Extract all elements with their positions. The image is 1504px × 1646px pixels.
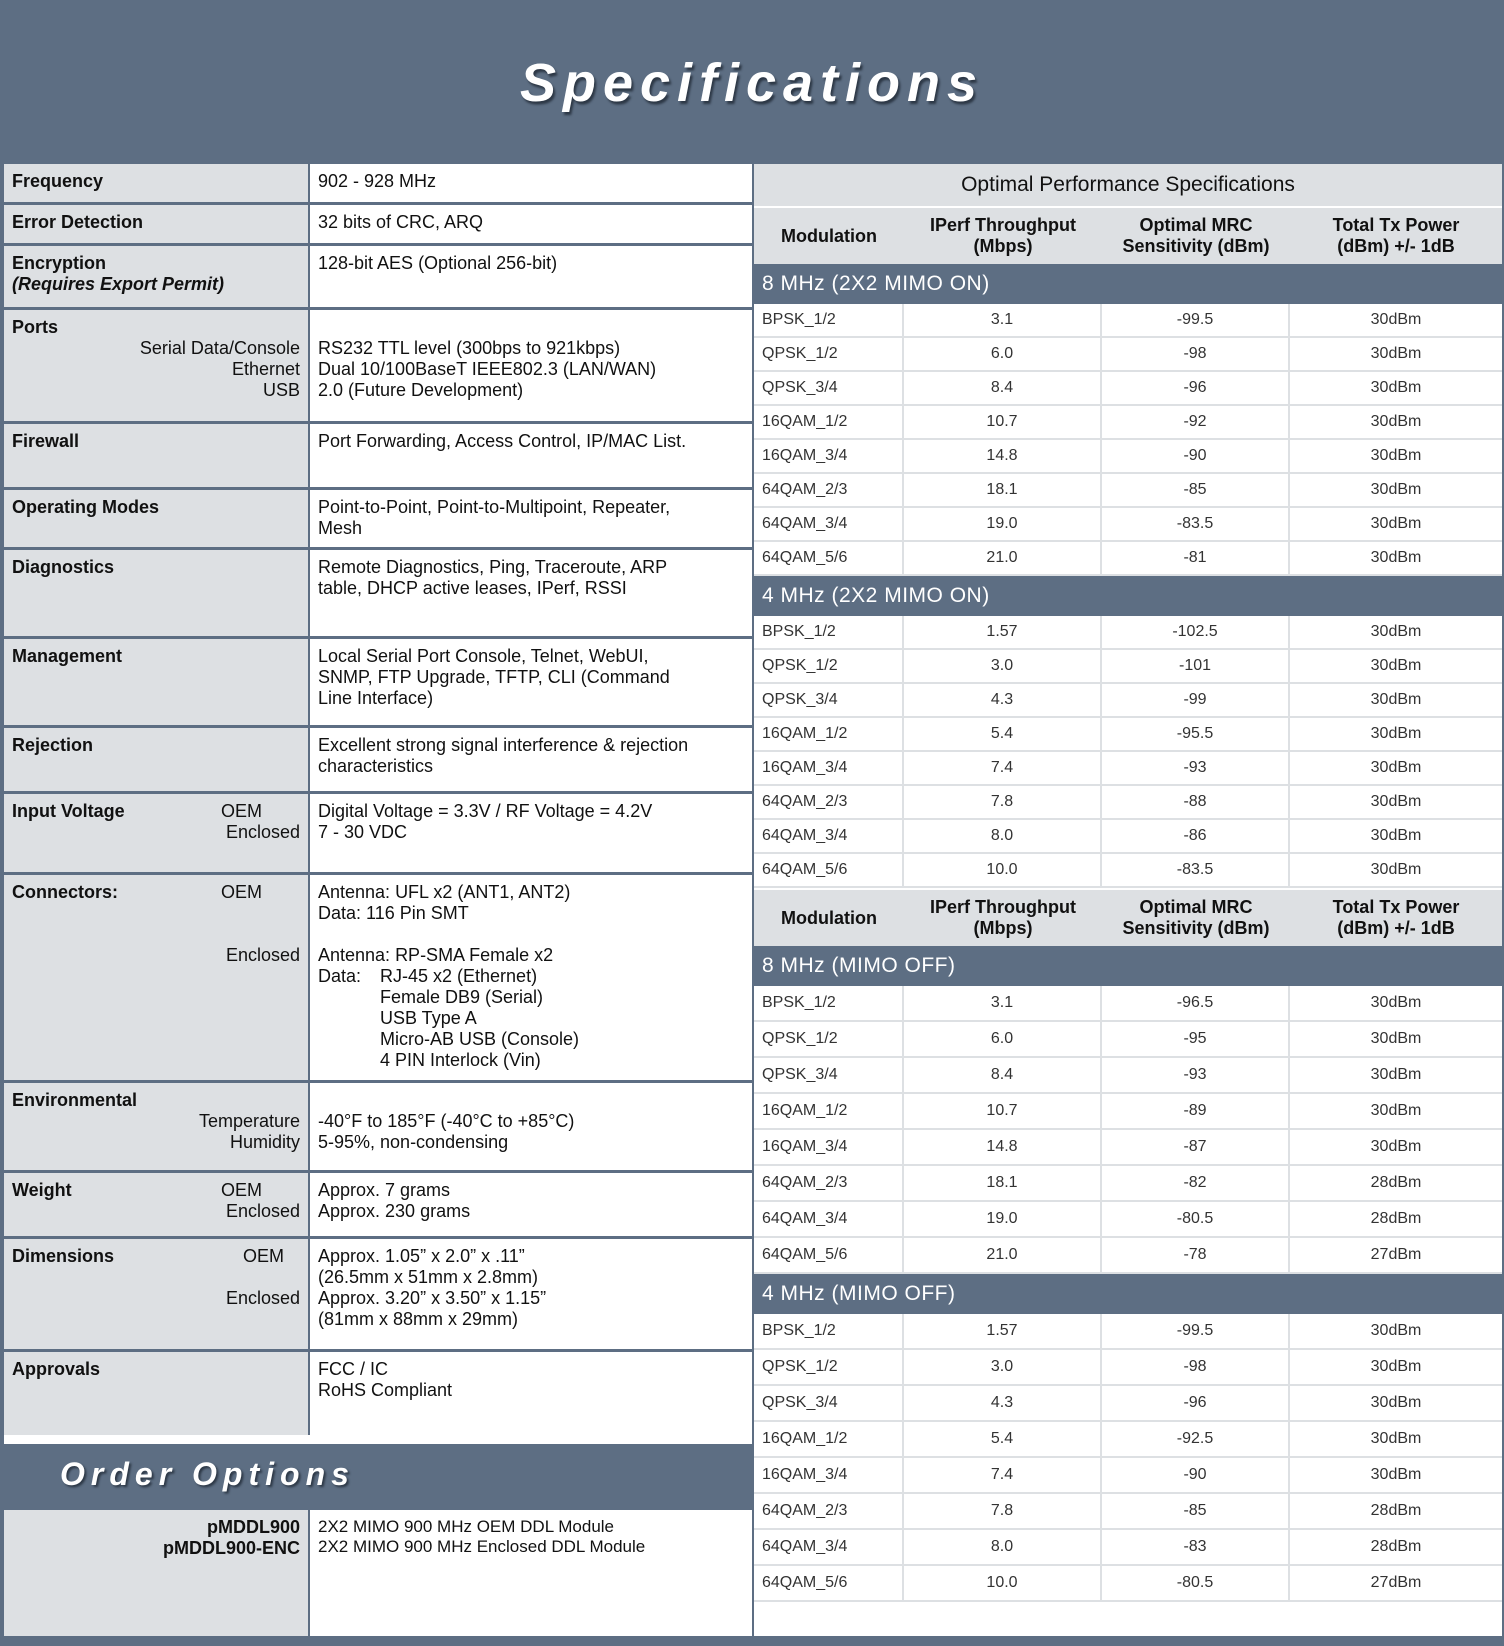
table-cell: 16QAM_1/2: [754, 406, 904, 438]
spec-row-management: [4, 639, 752, 728]
spec-sublabel: OEM: [220, 801, 262, 821]
table-cell: 64QAM_3/4: [754, 1530, 904, 1564]
spec-row-environmental: [4, 1083, 752, 1173]
table-cell: QPSK_3/4: [754, 1386, 904, 1420]
spec-value: table, DHCP active leases, IPerf, RSSI: [318, 578, 627, 598]
spec-label: Operating Modes: [12, 497, 160, 517]
performance-title: Optimal Performance Specifications: [754, 164, 1502, 206]
spec-value: Antenna: UFL x2 (ANT1, ANT2): [318, 882, 571, 902]
spec-sublabel: Ethernet: [231, 359, 300, 379]
table-cell: -85: [1102, 1494, 1290, 1528]
table-row: [754, 474, 1502, 508]
table-row: [754, 304, 1502, 338]
spec-sublabel: Enclosed: [225, 822, 300, 842]
spec-value: Dual 10/100BaseT IEEE802.3 (LAN/WAN): [318, 359, 657, 379]
table-row: [754, 1094, 1502, 1130]
spec-value: RoHS Compliant: [318, 1380, 453, 1400]
spec-row-error-detection: [4, 205, 752, 246]
table-cell: -83.5: [1102, 508, 1290, 540]
table-cell: 30dBm: [1370, 413, 1422, 430]
table-cell: 30dBm: [1370, 447, 1422, 464]
table-row: [754, 1386, 1502, 1422]
table-cell: 7.8: [904, 786, 1102, 818]
table-cell: 28dBm: [1370, 1174, 1422, 1191]
table-cell: 16QAM_1/2: [754, 1094, 904, 1128]
spec-value: Excellent strong signal interference & rejection: [318, 735, 689, 755]
table-cell: 30dBm: [1370, 1466, 1422, 1483]
spec-value: 902 - 928 MHz: [318, 171, 437, 191]
table-row: [754, 1166, 1502, 1202]
table-cell: 5.4: [904, 718, 1102, 750]
spec-table: [4, 164, 752, 1444]
table-cell: 8.4: [904, 372, 1102, 404]
spec-row-frequency: [4, 164, 752, 205]
column-header: [1290, 890, 1502, 946]
column-header: [904, 208, 1102, 264]
spec-label: Connectors:: [12, 882, 119, 902]
table-cell: 30dBm: [1370, 1322, 1422, 1339]
spec-sublabel: Serial Data/Console: [139, 338, 300, 358]
table-cell: -81: [1102, 542, 1290, 574]
table-cell: 30dBm: [1370, 481, 1422, 498]
spec-label: Frequency: [12, 171, 104, 191]
spec-value: (26.5mm x 51mm x 2.8mm): [318, 1267, 539, 1287]
table-cell: 27dBm: [1370, 1246, 1422, 1263]
spec-value: Local Serial Port Console, Telnet, WebUI,: [318, 646, 649, 666]
table-cell: 64QAM_5/6: [754, 854, 904, 886]
column-header-line: Sensitivity (dBm): [1122, 918, 1270, 938]
table-cell: 30dBm: [1370, 657, 1422, 674]
spec-value: Approx. 3.20” x 3.50” x 1.15”: [318, 1288, 547, 1308]
table-cell: 16QAM_3/4: [754, 440, 904, 472]
table-cell: 10.0: [904, 1566, 1102, 1600]
table-cell: 3.1: [904, 304, 1102, 336]
spec-sublabel: OEM: [242, 1246, 284, 1266]
spec-value: Antenna: RP-SMA Female x2: [318, 945, 554, 965]
spec-sublabel: Temperature: [198, 1111, 300, 1131]
table-cell: 28dBm: [1370, 1538, 1422, 1555]
table-row: [754, 338, 1502, 372]
column-header: [754, 208, 904, 264]
table-cell: -102.5: [1102, 616, 1290, 648]
spec-row-rejection: [4, 728, 752, 794]
table-cell: 64QAM_2/3: [754, 474, 904, 506]
table-row: [754, 372, 1502, 406]
table-cell: QPSK_1/2: [754, 1022, 904, 1056]
table-cell: BPSK_1/2: [754, 616, 904, 648]
spec-label: Weight: [12, 1180, 72, 1200]
spec-value: Line Interface): [318, 688, 434, 708]
table-cell: 19.0: [904, 1202, 1102, 1236]
table-cell: QPSK_1/2: [754, 650, 904, 682]
spec-value: Data: 116 Pin SMT: [318, 903, 469, 923]
performance-table: [754, 164, 1502, 1636]
table-row: [754, 1530, 1502, 1566]
table-cell: 8.4: [904, 1058, 1102, 1092]
table-cell: 64QAM_2/3: [754, 1166, 904, 1200]
spec-label: Rejection: [12, 735, 94, 755]
spec-value: Micro-AB USB (Console): [380, 1029, 580, 1049]
spec-label: Approvals: [12, 1359, 101, 1379]
table-cell: 64QAM_3/4: [754, 1202, 904, 1236]
table-cell: 30dBm: [1370, 725, 1422, 742]
table-cell: QPSK_3/4: [754, 372, 904, 404]
spec-value: 2.0 (Future Development): [318, 380, 524, 400]
table-row: [754, 786, 1502, 820]
table-cell: -101: [1102, 650, 1290, 682]
table-cell: QPSK_3/4: [754, 684, 904, 716]
table-cell: 7.4: [904, 1458, 1102, 1492]
table-cell: 8.0: [904, 820, 1102, 852]
table-cell: -78: [1102, 1238, 1290, 1272]
table-cell: 30dBm: [1370, 861, 1422, 878]
spec-row-encryption: [4, 246, 752, 310]
table-cell: -93: [1102, 1058, 1290, 1092]
spec-value: Data:: [318, 966, 362, 986]
table-cell: 16QAM_3/4: [754, 1130, 904, 1164]
table-cell: 64QAM_2/3: [754, 1494, 904, 1528]
table-cell: 64QAM_2/3: [754, 786, 904, 818]
table-cell: -93: [1102, 752, 1290, 784]
column-header-line: Optimal MRC: [1139, 897, 1253, 917]
spec-row-connectors: [4, 875, 752, 1083]
spec-row-approvals: [4, 1352, 752, 1435]
spec-value: 32 bits of CRC, ARQ: [318, 212, 484, 232]
table-cell: -87: [1102, 1130, 1290, 1164]
table-row: [754, 440, 1502, 474]
table-cell: 16QAM_3/4: [754, 1458, 904, 1492]
table-cell: 1.57: [904, 1314, 1102, 1348]
table-row: [754, 1350, 1502, 1386]
table-cell: 10.7: [904, 1094, 1102, 1128]
table-cell: 30dBm: [1370, 1066, 1422, 1083]
order-options-table: [4, 1510, 752, 1636]
table-row: [754, 752, 1502, 786]
table-cell: 28dBm: [1370, 1502, 1422, 1519]
table-row: [754, 542, 1502, 576]
performance-column-headers: [754, 888, 1502, 946]
order-options-title: Order Options: [60, 1456, 355, 1492]
spec-label: Management: [12, 646, 123, 666]
performance-section-title: 8 MHz (2X2 MIMO ON): [754, 264, 1502, 304]
spec-value: Remote Diagnostics, Ping, Traceroute, ARP: [318, 557, 668, 577]
table-row: [754, 508, 1502, 542]
spec-value: Digital Voltage = 3.3V / RF Voltage = 4.2V: [318, 801, 653, 821]
table-cell: 3.0: [904, 1350, 1102, 1384]
table-cell: 16QAM_3/4: [754, 752, 904, 784]
table-cell: 1.57: [904, 616, 1102, 648]
table-cell: 19.0: [904, 508, 1102, 540]
table-cell: 30dBm: [1370, 691, 1422, 708]
spec-value: -40°F to 185°F (-40°C to +85°C): [318, 1111, 575, 1131]
table-cell: 21.0: [904, 542, 1102, 574]
column-header-line: (Mbps): [973, 918, 1033, 938]
spec-value: FCC / IC: [318, 1359, 388, 1379]
table-row: [754, 1130, 1502, 1166]
table-row: [754, 1314, 1502, 1350]
table-cell: -83.5: [1102, 854, 1290, 886]
table-cell: 64QAM_5/6: [754, 542, 904, 574]
table-cell: 30dBm: [1370, 1138, 1422, 1155]
spec-label: Ports: [12, 317, 59, 337]
spec-row-input-voltage: [4, 794, 752, 875]
table-cell: 18.1: [904, 1166, 1102, 1200]
table-cell: 30dBm: [1370, 1030, 1422, 1047]
spec-value: RJ-45 x2 (Ethernet): [380, 966, 538, 986]
table-cell: QPSK_1/2: [754, 338, 904, 370]
table-cell: 16QAM_1/2: [754, 718, 904, 750]
table-cell: -86: [1102, 820, 1290, 852]
table-cell: 3.0: [904, 650, 1102, 682]
table-cell: -95.5: [1102, 718, 1290, 750]
table-cell: BPSK_1/2: [754, 986, 904, 1020]
table-row: [754, 684, 1502, 718]
table-cell: -95: [1102, 1022, 1290, 1056]
order-options-header: [0, 1444, 752, 1510]
table-cell: 64QAM_3/4: [754, 820, 904, 852]
spec-label: Input Voltage: [12, 801, 125, 821]
table-cell: QPSK_1/2: [754, 1350, 904, 1384]
column-header-line: Modulation: [781, 225, 877, 246]
table-cell: -90: [1102, 1458, 1290, 1492]
spec-note: (Requires Export Permit): [12, 274, 225, 294]
spec-value: USB Type A: [380, 1008, 477, 1028]
spec-value: characteristics: [318, 756, 434, 776]
table-cell: BPSK_1/2: [754, 1314, 904, 1348]
table-cell: 30dBm: [1370, 994, 1422, 1011]
table-cell: 30dBm: [1370, 1430, 1422, 1447]
table-cell: 6.0: [904, 1022, 1102, 1056]
order-part-number: pMDDL900-ENC: [162, 1538, 300, 1558]
column-header: [754, 890, 904, 946]
spec-label: Diagnostics: [12, 557, 115, 577]
spec-row-operating-modes: [4, 490, 752, 550]
spec-row-firewall: [4, 424, 752, 490]
table-cell: 30dBm: [1370, 793, 1422, 810]
page-title: Specifications: [519, 53, 985, 113]
table-row: [754, 1022, 1502, 1058]
table-cell: 30dBm: [1370, 759, 1422, 776]
table-cell: 5.4: [904, 1422, 1102, 1456]
table-cell: 4.3: [904, 684, 1102, 716]
column-header-line: Total Tx Power: [1332, 897, 1460, 917]
spec-value: Port Forwarding, Access Control, IP/MAC List.: [318, 431, 687, 451]
spec-label: Encryption: [12, 253, 107, 273]
table-row: [754, 616, 1502, 650]
performance-column-headers: [754, 206, 1502, 264]
spec-value: Female DB9 (Serial): [380, 987, 544, 1007]
table-cell: 30dBm: [1370, 623, 1422, 640]
table-cell: -80.5: [1102, 1202, 1290, 1236]
table-cell: 30dBm: [1370, 379, 1422, 396]
column-header-line: (Mbps): [973, 236, 1033, 256]
spec-label: Environmental: [12, 1090, 138, 1110]
table-cell: 3.1: [904, 986, 1102, 1020]
table-cell: 21.0: [904, 1238, 1102, 1272]
table-cell: 30dBm: [1370, 1102, 1422, 1119]
spec-value: (81mm x 88mm x 29mm): [318, 1309, 519, 1329]
column-header-line: IPerf Throughput: [930, 897, 1076, 917]
table-cell: -99.5: [1102, 1314, 1290, 1348]
table-row: [754, 406, 1502, 440]
order-part-number: pMDDL900: [206, 1517, 300, 1537]
spec-label: Error Detection: [12, 212, 144, 232]
table-cell: -90: [1102, 440, 1290, 472]
table-cell: -96.5: [1102, 986, 1290, 1020]
column-header: [1102, 208, 1290, 264]
table-cell: 30dBm: [1370, 1358, 1422, 1375]
table-cell: -96: [1102, 372, 1290, 404]
spec-row-ports: [4, 310, 752, 424]
table-cell: 7.4: [904, 752, 1102, 784]
column-header-line: Total Tx Power: [1332, 215, 1460, 235]
column-header-line: Optimal MRC: [1139, 215, 1253, 235]
table-row: [754, 1422, 1502, 1458]
column-header: [1290, 208, 1502, 264]
spec-value: SNMP, FTP Upgrade, TFTP, CLI (Command: [318, 667, 670, 687]
table-cell: -98: [1102, 1350, 1290, 1384]
spec-row-weight: [4, 1173, 752, 1239]
table-cell: -99.5: [1102, 304, 1290, 336]
table-cell: 30dBm: [1370, 515, 1422, 532]
table-row: [754, 1458, 1502, 1494]
column-header-line: Sensitivity (dBm): [1122, 236, 1270, 256]
spec-sublabel: Enclosed: [225, 1288, 300, 1308]
spec-value: Approx. 7 grams: [318, 1180, 451, 1200]
column-header-line: (dBm) +/- 1dB: [1337, 236, 1455, 256]
table-row: [754, 820, 1502, 854]
table-cell: 10.7: [904, 406, 1102, 438]
table-row: [754, 650, 1502, 684]
table-cell: 4.3: [904, 1386, 1102, 1420]
performance-section-title: 4 MHz (MIMO OFF): [754, 1274, 1502, 1314]
spec-sublabel: Humidity: [229, 1132, 300, 1152]
order-description: 2X2 MIMO 900 MHz Enclosed DDL Module: [318, 1537, 646, 1556]
table-cell: 14.8: [904, 440, 1102, 472]
table-row: [754, 1202, 1502, 1238]
spec-value: Approx. 1.05” x 2.0” x .11”: [318, 1246, 525, 1266]
spec-value: Mesh: [318, 518, 363, 538]
table-cell: 27dBm: [1370, 1574, 1422, 1591]
spec-sublabel: Enclosed: [225, 1201, 300, 1221]
table-cell: -80.5: [1102, 1566, 1290, 1600]
spec-sublabel: OEM: [220, 882, 262, 902]
table-cell: -82: [1102, 1166, 1290, 1200]
table-cell: 6.0: [904, 338, 1102, 370]
table-cell: 64QAM_5/6: [754, 1238, 904, 1272]
spec-value: 5-95%, non-condensing: [318, 1132, 509, 1152]
spec-row-dimensions: [4, 1239, 752, 1352]
spec-value: 4 PIN Interlock (Vin): [380, 1050, 541, 1070]
performance-body: [754, 206, 1502, 1602]
performance-section-title: 4 MHz (2X2 MIMO ON): [754, 576, 1502, 616]
spec-label: Firewall: [12, 431, 80, 451]
table-cell: -88: [1102, 786, 1290, 818]
table-row: [754, 1494, 1502, 1530]
table-row: [754, 854, 1502, 888]
table-row: [754, 1566, 1502, 1602]
table-cell: 16QAM_1/2: [754, 1422, 904, 1456]
spec-value: RS232 TTL level (300bps to 921kbps): [318, 338, 621, 358]
table-row: [754, 1058, 1502, 1094]
order-description: 2X2 MIMO 900 MHz OEM DDL Module: [318, 1517, 615, 1536]
table-cell: 30dBm: [1370, 345, 1422, 362]
spec-value: 7 - 30 VDC: [318, 822, 408, 842]
table-cell: -96: [1102, 1386, 1290, 1420]
table-cell: -92.5: [1102, 1422, 1290, 1456]
table-cell: 64QAM_5/6: [754, 1566, 904, 1600]
table-cell: 7.8: [904, 1494, 1102, 1528]
column-header: [904, 890, 1102, 946]
spec-value: 128-bit AES (Optional 256-bit): [318, 253, 558, 273]
table-cell: 64QAM_3/4: [754, 508, 904, 540]
table-cell: 30dBm: [1370, 1394, 1422, 1411]
spec-sublabel: Enclosed: [225, 945, 300, 965]
table-cell: -89: [1102, 1094, 1290, 1128]
spec-label: Dimensions: [12, 1246, 115, 1266]
table-cell: 10.0: [904, 854, 1102, 886]
table-cell: 30dBm: [1370, 311, 1422, 328]
table-cell: 14.8: [904, 1130, 1102, 1164]
table-cell: 30dBm: [1370, 827, 1422, 844]
column-header-line: Modulation: [781, 907, 877, 928]
table-cell: 28dBm: [1370, 1210, 1422, 1227]
table-cell: -98: [1102, 338, 1290, 370]
table-cell: BPSK_1/2: [754, 304, 904, 336]
table-row: [754, 986, 1502, 1022]
spec-sublabel: USB: [262, 380, 300, 400]
table-cell: -92: [1102, 406, 1290, 438]
table-cell: 18.1: [904, 474, 1102, 506]
page-header: [0, 0, 1504, 164]
column-header: [1102, 890, 1290, 946]
table-row: [754, 718, 1502, 752]
table-row: [754, 1238, 1502, 1274]
performance-section-title: 8 MHz (MIMO OFF): [754, 946, 1502, 986]
spec-value: Point-to-Point, Point-to-Multipoint, Repeater,: [318, 497, 671, 517]
table-cell: -85: [1102, 474, 1290, 506]
table-cell: 30dBm: [1370, 549, 1422, 566]
spec-sublabel: OEM: [220, 1180, 262, 1200]
table-cell: -99: [1102, 684, 1290, 716]
column-header-line: IPerf Throughput: [930, 215, 1076, 235]
table-cell: -83: [1102, 1530, 1290, 1564]
spec-value: Approx. 230 grams: [318, 1201, 471, 1221]
table-cell: 8.0: [904, 1530, 1102, 1564]
spec-row-diagnostics: [4, 550, 752, 639]
table-cell: QPSK_3/4: [754, 1058, 904, 1092]
column-header-line: (dBm) +/- 1dB: [1337, 918, 1455, 938]
